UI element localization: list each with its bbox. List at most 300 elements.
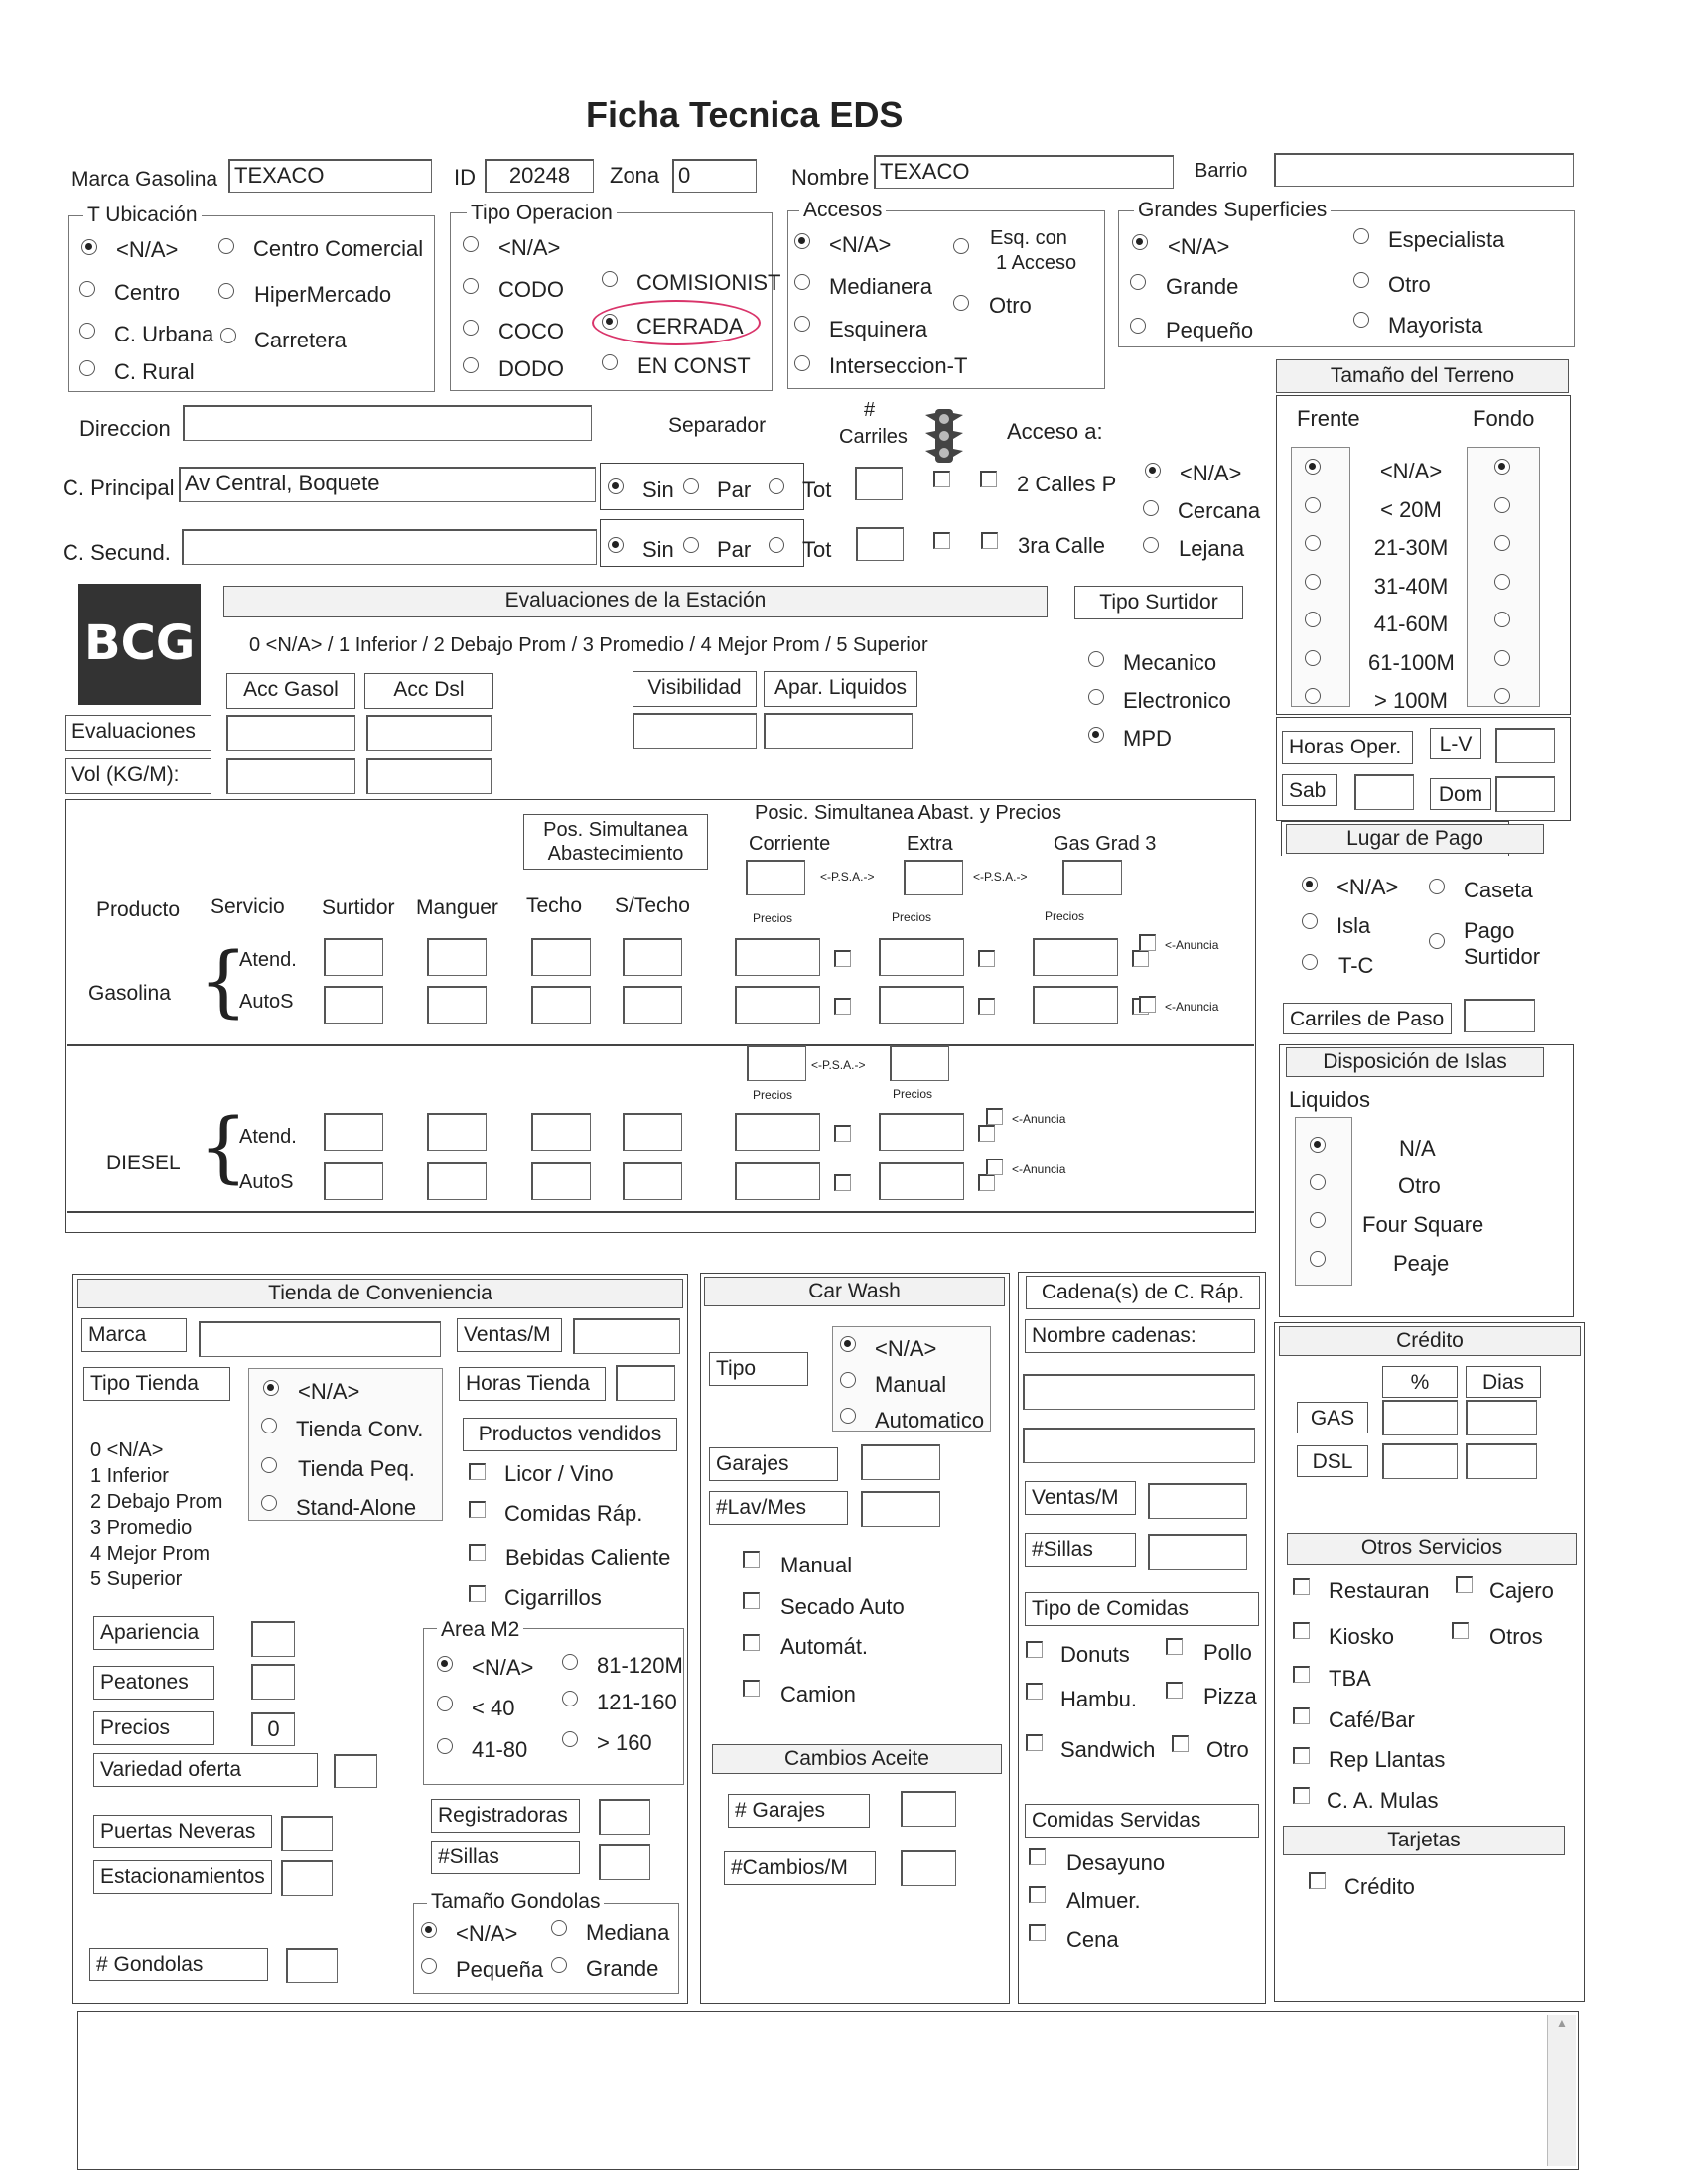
tipo-tienda-radio-standalone[interactable] [261,1495,277,1511]
direccion-label: Direccion [79,416,171,441]
registradoras-field[interactable] [599,1799,650,1835]
operacion-radio-na[interactable] [463,236,479,252]
cigarrillos-checkbox[interactable] [469,1585,486,1602]
diesel-precios-label-1: Precios [753,1088,793,1102]
operacion-radio-dodo[interactable] [463,357,479,373]
secund-sep-sin-radio[interactable] [608,537,624,553]
tarjeta-credito-label: Crédito [1344,1874,1415,1899]
secund-sep-par-radio[interactable] [683,537,699,553]
operacion-legend: Tipo Operacion [467,203,617,223]
dom-field[interactable] [1495,776,1555,812]
surtidor-radio-electronico[interactable] [1088,689,1104,705]
gasolina-brace: { [199,937,248,1026]
corriente-label: Corriente [749,833,831,855]
terreno-range-1: < 20M [1380,497,1442,522]
corriente-psa-field[interactable] [746,860,805,895]
comidas-rap-label: Comidas Ráp. [504,1501,643,1526]
apar-liquidos-eval-field[interactable] [764,713,913,749]
accesos-radio-esquinera[interactable] [794,316,810,332]
sandwich-checkbox[interactable] [1026,1734,1043,1751]
principal-sep-sin-radio[interactable] [608,478,624,494]
diesel-autos-precio-0[interactable] [735,1162,820,1200]
gasolina-atend-anuncia-checkbox[interactable] [1139,934,1156,951]
evaluaciones-scale: 0 <N/A> / 1 Inferior / 2 Debajo Prom / 3 Promedio / 4 Mejor Prom / 5 Superior [249,634,928,656]
pago-opt-na: <N/A> [1336,875,1399,899]
cambios-garajes-field[interactable] [901,1791,956,1827]
accesos-radio-otro[interactable] [953,295,969,311]
islas-opt-na: N/A [1399,1136,1436,1160]
diesel-brace: { [199,1103,248,1192]
almuerzo-checkbox[interactable] [1029,1886,1046,1903]
acceso-opt-lejana: Lejana [1179,536,1245,561]
credito-gas-pct-field[interactable] [1382,1400,1458,1435]
lv-field[interactable] [1495,728,1555,763]
kiosko-label: Kiosko [1329,1624,1395,1649]
diesel-autos-field-1[interactable] [427,1162,487,1200]
fondo-radio-5[interactable] [1494,650,1510,666]
col-manguer: Manguer [416,896,498,919]
horas-oper-label: Horas Oper. [1282,731,1413,764]
direccion-field[interactable] [183,405,592,441]
zona-field[interactable]: 0 [672,159,757,193]
sab-field[interactable] [1354,774,1414,810]
secund-sep-tot-radio[interactable] [769,537,784,553]
comments-scrollbar[interactable] [1547,2015,1576,2166]
diesel-autos-field-3[interactable] [623,1162,682,1200]
c-principal-label: C. Principal [63,476,175,500]
puertas-label: Puertas Neveras [93,1815,272,1848]
diesel-psa-label: <-P.S.A.-> [811,1058,866,1072]
principal-sep-tot-radio[interactable] [769,478,784,494]
cambios-m-field[interactable] [901,1850,956,1886]
desayuno-checkbox[interactable] [1029,1848,1046,1865]
gasolina-atend-field-2[interactable] [531,938,591,976]
acceso-radio-na[interactable] [1145,463,1161,478]
operacion-radio-comisionist[interactable] [602,271,618,287]
gas-grad3-psa-field[interactable] [1062,860,1122,895]
area-radio-160[interactable] [562,1731,578,1747]
licor-checkbox[interactable] [469,1463,486,1480]
cena-checkbox[interactable] [1029,1924,1046,1941]
cambios-garajes-label: # Garajes [728,1794,870,1828]
diesel-atend-field-2[interactable] [531,1113,591,1151]
diesel-atend-precio-1[interactable] [879,1113,964,1151]
pizza-label: Pizza [1203,1684,1257,1708]
c-secund-label: C. Secund. [63,540,171,565]
diesel-atend-field-3[interactable] [623,1113,682,1151]
operacion-opt-coco: COCO [498,319,564,343]
islas-opt-four-square: Four Square [1362,1212,1484,1237]
acc-dsl-vol-field[interactable] [366,758,492,794]
cafe-bar-checkbox[interactable] [1293,1707,1310,1724]
surtidor-radio-mpd[interactable] [1088,727,1104,743]
tienda-header: Tienda de Conveniencia [77,1279,683,1308]
secund-check-1[interactable] [933,532,950,549]
accesos-opt-esquinera: Esquinera [829,317,928,341]
camion-checkbox[interactable] [743,1680,760,1697]
gasolina-autos-precio-1[interactable] [879,986,964,1024]
superficies-radio-especialista[interactable] [1353,228,1369,244]
diesel-atend-anuncia-checkbox[interactable] [986,1108,1003,1125]
operacion-radio-en-const[interactable] [602,354,618,370]
restauran-checkbox[interactable] [1293,1578,1310,1595]
pago-radio-caseta[interactable] [1429,879,1445,894]
acceso-opt-na: <N/A> [1180,461,1242,485]
garajes-field[interactable] [861,1444,940,1480]
donuts-checkbox[interactable] [1026,1641,1043,1658]
credito-dsl-pct-field[interactable] [1382,1443,1458,1479]
gasolina-atend-precio-0[interactable] [735,938,820,976]
precios-label: Precios [93,1711,214,1745]
accesos-radio-na[interactable] [794,233,810,249]
islas-radio-na[interactable] [1310,1137,1326,1153]
acceso-radio-cercana[interactable] [1143,500,1159,516]
credito-header: Crédito [1279,1326,1581,1356]
superficies-radio-otro[interactable] [1353,272,1369,288]
col-servicio: Servicio [211,895,285,918]
gasolina-autos-anuncia-checkbox[interactable] [1139,996,1156,1013]
gondolas-radio-grande[interactable] [551,1957,567,1973]
pollo-checkbox[interactable] [1166,1638,1183,1655]
apariencia-field[interactable] [251,1621,295,1657]
superficies-radio-mayorista[interactable] [1353,312,1369,328]
islas-radio-four-square[interactable] [1310,1212,1326,1228]
area-radio-41-80[interactable] [437,1738,453,1754]
diesel-atend-precio-check-1[interactable] [978,1125,995,1142]
cajero-checkbox[interactable] [1456,1576,1473,1593]
zona-label: Zona [610,163,660,188]
lugar-pago-header: Lugar de Pago [1286,824,1544,854]
gondolas-group [413,1903,679,1994]
marca-field[interactable]: TEXACO [228,159,432,193]
accesos-radio-esq[interactable] [953,238,969,254]
tipo-tienda-radio-na[interactable] [263,1380,279,1396]
carwash-header: Car Wash [704,1277,1005,1306]
num-gondolas-field[interactable] [286,1948,338,1983]
fondo-radio-6[interactable] [1494,688,1510,704]
carwash-radio-automatico[interactable] [840,1408,856,1424]
diesel-atend-label: Atend. [239,1126,297,1148]
tipo-tienda-opt-na: <N/A> [298,1379,360,1404]
pago-radio-pago-surtidor[interactable] [1429,933,1445,949]
area-opt-81-120: 81-120M [597,1653,683,1678]
ubicacion-radio-na[interactable] [81,239,97,255]
num-gondolas-label: # Gondolas [89,1948,268,1981]
productos-divider [67,1044,1254,1046]
secund-sep-sin: Sin [642,537,674,562]
otros-checkbox[interactable] [1452,1622,1469,1639]
islas-radio-peaje[interactable] [1310,1251,1326,1267]
ubicacion-legend: T Ubicación [83,205,202,225]
puertas-field[interactable] [281,1816,333,1851]
gasolina-atend-precio-check-1[interactable] [978,950,995,967]
gasolina-atend-precio-1[interactable] [879,938,964,976]
precios-label-3: Precios [1045,909,1085,923]
calles-p-label: 2 Calles P [1017,472,1117,496]
tercera-calle-label: 3ra Calle [1018,533,1106,558]
carwash-radio-manual[interactable] [840,1372,856,1388]
acc-gasol-vol-field[interactable] [226,758,355,794]
acc-gasol-eval-field[interactable] [226,715,355,751]
operacion-radio-codo[interactable] [463,278,479,294]
comidas-rap-checkbox[interactable] [469,1501,486,1518]
ubicacion-radio-centro[interactable] [79,281,95,297]
operacion-radio-coco[interactable] [463,320,479,336]
comments-field[interactable] [77,2011,1579,2170]
cadena-field-1[interactable] [1023,1374,1255,1410]
islas-header: Disposición de Islas [1286,1047,1544,1077]
gasolina-autos-label: AutoS [239,991,294,1013]
almuerzo-label: Almuer. [1066,1888,1141,1913]
rep-llantas-checkbox[interactable] [1293,1747,1310,1764]
diesel-autos-precio-1[interactable] [879,1162,964,1200]
principal-sep-par: Par [717,478,752,502]
area-radio-121-160[interactable] [562,1691,578,1706]
diesel-autos-precio-check-0[interactable] [834,1174,851,1191]
frente-radio-column [1291,447,1350,707]
calles-p-checkbox[interactable] [980,471,997,487]
otro-comida-checkbox[interactable] [1172,1735,1189,1752]
ubicacion-radio-carretera[interactable] [220,328,236,343]
ubicacion-radio-centro-comercial[interactable] [218,238,234,254]
cena-label: Cena [1066,1927,1119,1952]
camion-label: Camion [780,1682,856,1706]
tipo-tienda-radio-conv[interactable] [261,1418,277,1433]
frente-radio-4[interactable] [1305,612,1321,627]
otro-comida-label: Otro [1206,1737,1249,1762]
tipo-tienda-opt-peq: Tienda Peq. [298,1456,415,1481]
ubicacion-opt-c-urbana: C. Urbana [114,322,214,346]
diesel-psa-field-1[interactable] [747,1045,806,1081]
gasolina-autos-field-0[interactable] [324,986,383,1024]
secado-label: Secado Auto [780,1594,905,1619]
pago-radio-isla[interactable] [1302,913,1318,929]
principal-check-1[interactable] [933,471,950,487]
id-field[interactable]: 20248 [485,159,594,193]
separador-label: Separador [668,414,767,437]
ubicacion-opt-centro: Centro [114,280,181,305]
registradoras-label: Registradoras [431,1799,580,1833]
precios-field[interactable]: 0 [251,1712,295,1746]
gasolina-atend-field-1[interactable] [427,938,487,976]
diesel-atend-precio-0[interactable] [735,1113,820,1151]
ubicacion-radio-hipermercado[interactable] [218,283,234,299]
evaluaciones-row-label: Evaluaciones [65,715,211,751]
islas-radio-otro[interactable] [1310,1174,1326,1190]
cadenas-sillas-field[interactable] [1148,1534,1247,1570]
pizza-checkbox[interactable] [1166,1682,1183,1699]
tienda-ventas-field[interactable] [573,1318,680,1354]
lav-mes-field[interactable] [861,1491,940,1527]
ca-mulas-checkbox[interactable] [1293,1787,1310,1804]
fondo-radio-3[interactable] [1494,574,1510,590]
principal-carriles-field[interactable] [855,467,903,500]
sandwich-label: Sandwich [1060,1737,1156,1762]
gasolina-autos-precio-check-1[interactable] [978,998,995,1015]
accesos-opt-interseccion: Interseccion-T [829,353,968,378]
kiosko-checkbox[interactable] [1293,1622,1310,1639]
superficies-radio-na[interactable] [1132,234,1148,250]
frente-radio-1[interactable] [1305,497,1321,513]
ubicacion-opt-na: <N/A> [116,237,179,262]
frente-radio-3[interactable] [1305,574,1321,590]
extra-psa-field[interactable] [904,860,963,895]
tercera-calle-checkbox[interactable] [981,532,998,549]
area-radio-81-120[interactable] [562,1654,578,1670]
superficies-radio-grande[interactable] [1130,274,1146,290]
ubicacion-radio-c-rural[interactable] [79,360,95,376]
frente-radio-0[interactable] [1305,459,1321,475]
gasolina-atend-precio-check-2[interactable] [1132,950,1149,967]
diesel-atend-precio-check-0[interactable] [834,1125,851,1142]
fondo-radio-4[interactable] [1494,612,1510,627]
gondolas-radio-pequena[interactable] [421,1958,437,1974]
superficies-opt-pequeno: Pequeño [1166,318,1254,342]
gasolina-atend-precio-2[interactable] [1033,938,1118,976]
islas-opt-otro: Otro [1398,1173,1441,1198]
tienda-scale-3: 3 Promedio [90,1517,193,1539]
frente-radio-5[interactable] [1305,650,1321,666]
credito-gas-dias-field[interactable] [1466,1400,1537,1435]
evaluaciones-header: Evaluaciones de la Estación [223,586,1048,617]
fondo-radio-1[interactable] [1494,497,1510,513]
estacionamientos-field[interactable] [281,1860,333,1896]
superficies-radio-pequeno[interactable] [1130,318,1146,334]
pago-opt-surtidor: Surtidor [1464,944,1541,969]
accesos-radio-medianera[interactable] [794,274,810,290]
tba-checkbox[interactable] [1293,1666,1310,1683]
pago-radio-na[interactable] [1302,877,1318,892]
barrio-field[interactable] [1274,153,1574,187]
pos-simultanea-line2: Abastecimiento [547,843,684,865]
diesel-autos-field-2[interactable] [531,1162,591,1200]
apar-liquidos-label: Apar. Liquidos [764,671,917,707]
area-radio-na[interactable] [437,1656,453,1672]
gasolina-autos-field-2[interactable] [531,986,591,1024]
tipo-tienda-radio-peq[interactable] [261,1457,277,1473]
id-label: ID [454,165,476,190]
carwash-manual-checkbox[interactable] [743,1551,760,1568]
frente-radio-6[interactable] [1305,688,1321,704]
gondolas-radio-na[interactable] [421,1922,437,1938]
fondo-radio-2[interactable] [1494,535,1510,551]
diesel-autos-precio-check-1[interactable] [978,1174,995,1191]
nombre-field[interactable]: TEXACO [874,155,1174,189]
acc-dsl-eval-field[interactable] [366,715,492,751]
tarjetas-header: Tarjetas [1283,1826,1565,1855]
carriles-paso-field[interactable] [1464,999,1535,1032]
tienda-scale-0: 0 <N/A> [90,1439,164,1461]
fondo-radio-0[interactable] [1494,459,1510,475]
tienda-sillas-label: #Sillas [431,1841,580,1874]
visibilidad-eval-field[interactable] [633,713,757,749]
gondolas-radio-mediana[interactable] [551,1920,567,1936]
visibilidad-label: Visibilidad [633,671,757,707]
tienda-scale-2: 2 Debajo Prom [90,1491,223,1513]
gasolina-atend-field-3[interactable] [623,938,682,976]
gasolina-autos-field-3[interactable] [623,986,682,1024]
estacionamientos-label: Estacionamientos [93,1860,272,1894]
secund-carriles-field[interactable] [856,527,904,561]
area-legend: Area M2 [437,1619,523,1640]
cadenas-ventas-field[interactable] [1148,1483,1247,1519]
carwash-tipo-label: Tipo [709,1352,808,1386]
acc-gasol-label: Acc Gasol [226,673,355,709]
pago-radio-tc[interactable] [1302,954,1318,970]
posic-title: Posic. Simultanea Abast. y Precios [755,802,1062,824]
gasolina-autos-field-1[interactable] [427,986,487,1024]
diesel-autos-anuncia-checkbox[interactable] [986,1159,1003,1175]
diesel-atend-field-1[interactable] [427,1113,487,1151]
licor-label: Licor / Vino [504,1461,614,1486]
gasolina-autos-precio-check-0[interactable] [834,998,851,1015]
acceso-radio-lejana[interactable] [1143,537,1159,553]
area-radio-40[interactable] [437,1696,453,1711]
accesos-opt-esq: Esq. con [990,227,1067,249]
scroll-up-icon[interactable]: ▲ [1556,2016,1568,2030]
traffic-light-icon [923,407,965,465]
cadenas-ventas-label: Ventas/M [1025,1481,1136,1515]
pollo-label: Pollo [1203,1640,1252,1665]
carwash-radio-na[interactable] [840,1336,856,1352]
tienda-sillas-field[interactable] [599,1844,650,1880]
extra-label: Extra [907,833,953,855]
ubicacion-radio-c-urbana[interactable] [79,323,95,339]
diesel-autos-label: AutoS [239,1171,294,1193]
accesos-opt-1-acceso: 1 Acceso [996,252,1077,274]
ubicacion-opt-centro-comercial: Centro Comercial [253,236,424,261]
bebidas-checkbox[interactable] [469,1544,486,1561]
gasolina-autos-precio-2[interactable] [1033,986,1118,1024]
c-principal-field[interactable]: Av Central, Boquete [179,467,596,502]
accesos-radio-interseccion[interactable] [794,355,810,371]
cambios-m-label: #Cambios/M [724,1851,876,1885]
diesel-autos-anuncia-label: <-Anuncia [1012,1162,1066,1176]
cadena-field-2[interactable] [1023,1428,1255,1463]
tarjeta-credito-checkbox[interactable] [1309,1872,1326,1889]
secado-checkbox[interactable] [743,1592,760,1609]
gasolina-atend-field-0[interactable] [324,938,383,976]
variedad-field[interactable] [334,1754,377,1788]
tienda-scale-5: 5 Superior [90,1569,183,1590]
hambu-checkbox[interactable] [1026,1683,1043,1700]
secund-sep-par: Par [717,537,752,562]
principal-sep-par-radio[interactable] [683,478,699,494]
barrio-label: Barrio [1195,160,1248,182]
gasolina-atend-precio-check-0[interactable] [834,950,851,967]
diesel-psa-field-2[interactable] [890,1045,949,1081]
tipo-surtidor-header: Tipo Surtidor [1074,586,1243,619]
peatones-field[interactable] [251,1664,295,1700]
pos-simultanea-line1: Pos. Simultanea [543,819,688,841]
cadenas-sillas-label: #Sillas [1025,1533,1136,1567]
c-secund-field[interactable] [182,529,597,565]
terreno-range-6: > 100M [1374,688,1448,713]
diesel-atend-field-0[interactable] [324,1113,383,1151]
area-opt-160: > 160 [597,1730,652,1755]
automat-checkbox[interactable] [743,1634,760,1651]
frente-radio-2[interactable] [1305,535,1321,551]
diesel-autos-field-0[interactable] [324,1162,383,1200]
gasolina-autos-precio-0[interactable] [735,986,820,1024]
gasolina-label: Gasolina [88,982,171,1005]
horas-tienda-field[interactable] [616,1365,675,1401]
surtidor-opt-mpd: MPD [1123,726,1172,751]
tienda-marca-field[interactable] [199,1321,441,1357]
credito-dsl-dias-field[interactable] [1466,1443,1537,1479]
tipo-tienda-opt-conv: Tienda Conv. [296,1417,424,1441]
surtidor-radio-mecanico[interactable] [1088,651,1104,667]
